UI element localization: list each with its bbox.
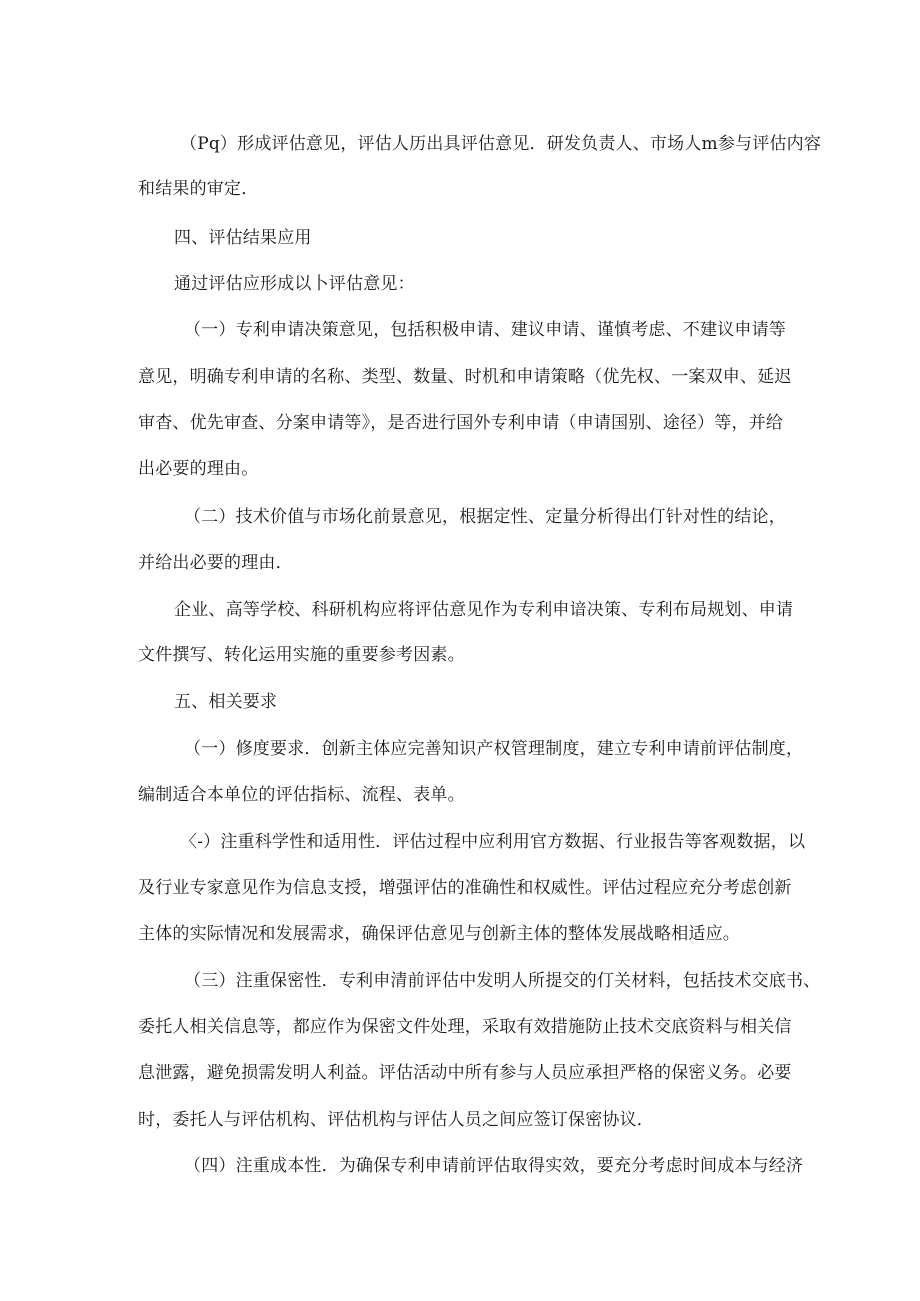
application-paragraph-line-2: 文件撰写、转化运用实施的重要参考因素。 [138, 645, 465, 665]
paragraph-3-line-1: （Pq）形成评估意见，评估人历出具评估意见．研发负责人、市场人m参与评估内容 [180, 134, 822, 154]
item-1-line-2: 意见，明确专利申请的名称、类型、数量、时机和申请策略（优先权、一案双申、延迟 [138, 367, 792, 387]
item-1-line-3: 审杳、优先审查、分案申请等》，是否进行国外专利申请（申请国别、途径）等，并给 [138, 413, 784, 433]
section-4-intro: 通过评估应形成以卜评估意见： [174, 274, 415, 294]
requirement-3-line-3: 息泄露，避免损需发明人利益。评估活动中所有参与人员应承担严格的保密义务。必要 [138, 1063, 792, 1083]
requirement-2-line-1: 〈-）注重科学性和适用性．评估过程中应利用官方数据、行业报告等客观数据，以 [180, 832, 806, 852]
requirement-4-line-1: （四）注重成本性．为确保专利申请前评估取得实效，要充分考虑时间成本与经济 [184, 1156, 804, 1176]
requirement-3-line-4: 时，委托人与评估机构、评估机构与评估人员之间应签订保密协议． [138, 1110, 654, 1130]
requirement-1-line-2: 编制适合本单位的评估指标、流程、表单。 [138, 785, 465, 805]
paragraph-3-line-2: 和结果的审定． [138, 179, 259, 199]
requirement-2-line-2: 及行业专家意见作为信息支授，增强评估的准确性和权威性。评估过程应充分考虑创新 [138, 878, 792, 898]
application-paragraph-line-1: 企业、高等学校、科研机构应将评估意见作为专利申谙决策、专利布局规划、申请 [174, 600, 794, 620]
requirement-2-line-3: 主体的实际情况和发展需求，确保评估意见与创新主体的整体发展战略相适应。 [138, 924, 740, 944]
item-2-line-1: （二）技术价值与市场化前景意见，根据定性、定量分析得出仃针对性的结论， [184, 507, 786, 527]
item-1-line-1: （一）专利申请决策意见，包括积极申请、建议申请、谨慎考虑、不建议申请等 [184, 320, 786, 340]
section-heading-4: 四、评估结果应用 [174, 228, 312, 248]
requirement-3-line-2: 委托人相关信息等，都应作为保密文件处理，采取有效措施防止技术交底资料与相关信 [138, 1017, 792, 1037]
requirement-3-line-1: （三）注重保密性．专利申清前评估中发明人所提交的仃关材料，包括技术交底书、 [184, 971, 821, 991]
item-2-line-2: 并给出必要的理由． [138, 553, 293, 573]
item-1-line-4: 出必要的理由。 [138, 459, 259, 479]
section-heading-5: 五、相关要求 [174, 692, 278, 712]
requirement-1-line-1: （一）修度要求．创新主体应完善知识产权管理制度，建立专利申请前评估制度， [184, 739, 804, 759]
